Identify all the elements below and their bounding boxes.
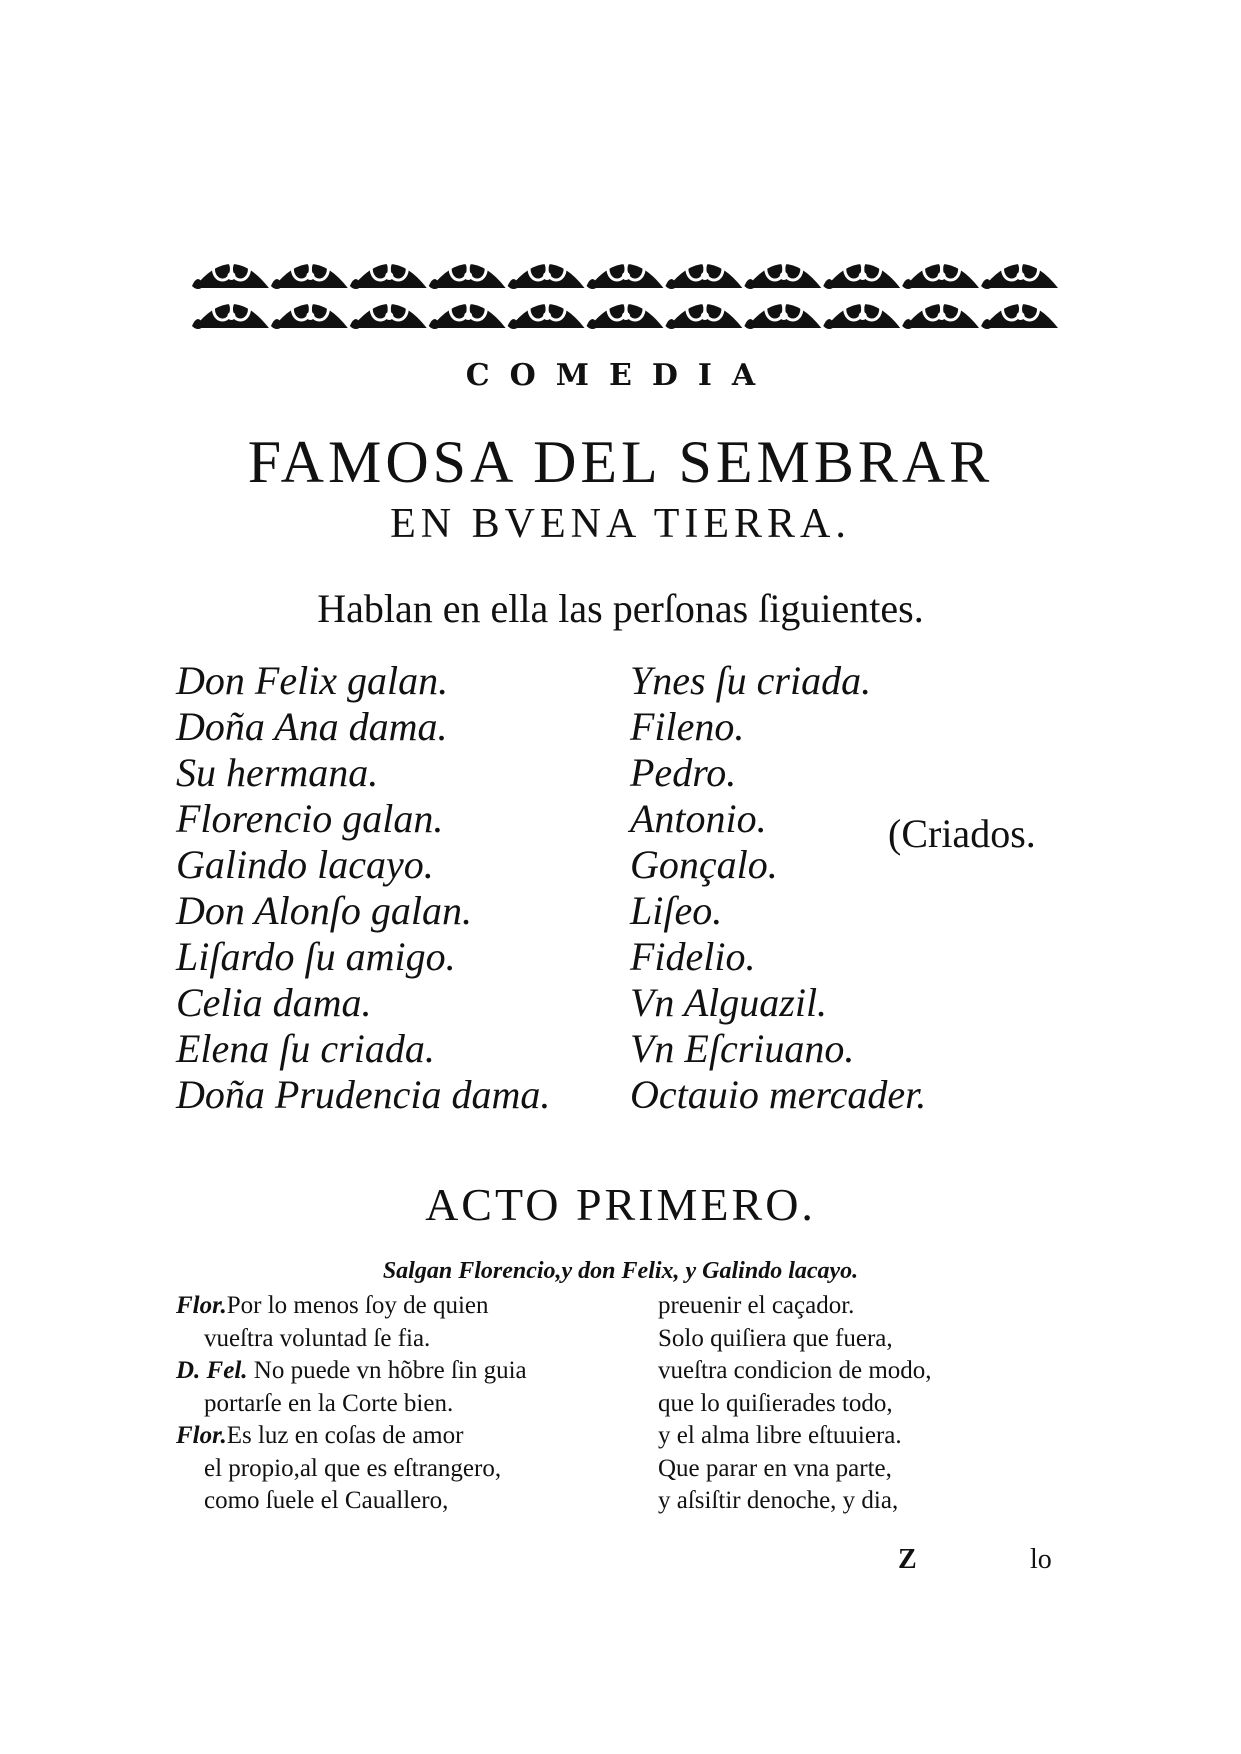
ornament-motif — [665, 298, 742, 329]
verse-text: portarſe en la Corte bien. — [204, 1389, 454, 1417]
cast-entry: Fileno. — [630, 704, 745, 749]
ornament-motif — [744, 258, 821, 289]
ornament-motif — [350, 298, 427, 329]
ornament-motif — [981, 298, 1058, 329]
ornament-motif — [823, 298, 900, 329]
ornament-motif — [429, 258, 506, 289]
verse-line — [176, 1453, 527, 1486]
cast-entry: Su hermana. — [176, 750, 379, 795]
verse-line: Solo quiſiera que fuera, — [658, 1324, 893, 1352]
cast-entry: Elena ſu criada. — [176, 1026, 435, 1071]
act-title: ACTO PRIMERO. — [425, 1179, 816, 1230]
verse-line — [176, 1355, 527, 1388]
cast-entry: Vn Alguazil. — [630, 980, 828, 1025]
verse-text: vueſtra voluntad ſe fia. — [204, 1324, 431, 1352]
verse-line — [176, 1420, 527, 1453]
title-line-1: FAMOSA DEL SEMBRAR — [247, 429, 994, 495]
cast-entry: Don Felix galan. — [176, 658, 449, 703]
ornament-motif — [981, 258, 1058, 289]
verse-line: y el alma libre eſtuuiera. — [658, 1422, 902, 1449]
cast-entry: Doña Ana dama. — [176, 704, 448, 749]
verse-column-right — [658, 1290, 932, 1518]
ornament-motif — [587, 258, 664, 289]
verse-text: como ſuele el Cauallero, — [204, 1487, 449, 1514]
cast-entry: Celia dama. — [176, 980, 372, 1025]
ornament-motif — [902, 258, 979, 289]
stage-direction: Salgan Florencio,y don Felix, y Galindo lacayo. — [382, 1258, 859, 1284]
ornament-band — [192, 250, 1060, 332]
ornament-motif — [587, 298, 664, 329]
verse-line: vueſtra condicion de modo, — [658, 1357, 932, 1384]
signature-mark: Z — [898, 1544, 917, 1575]
ornament-motif — [823, 258, 900, 289]
ornament-motif — [271, 258, 348, 289]
ornament-motif — [508, 298, 585, 329]
cast-entry: Don Alonſo galan. — [176, 888, 472, 933]
cast-entry: Doña Prudencia dama. — [176, 1072, 551, 1117]
ornament-motif — [192, 298, 269, 329]
cast-entry: Vn Eſcriuano. — [630, 1026, 855, 1071]
verse-line: preuenir el caçador. — [658, 1292, 855, 1319]
cast-list-right — [630, 658, 926, 1118]
cast-intro: Hablan en ella las perſonas ſiguientes. — [317, 586, 924, 631]
verse-column-left — [176, 1290, 527, 1518]
cast-entry: Liſardo ſu amigo. — [176, 934, 456, 979]
ornament-motif — [350, 258, 427, 289]
verse-line — [176, 1485, 527, 1518]
verse-line: Que parar en vna parte, — [658, 1454, 892, 1482]
cast-entry: Liſeo. — [630, 888, 723, 933]
verse-line: que lo quiſierades todo, — [658, 1389, 893, 1417]
ornament-motif — [902, 298, 979, 329]
ornament-motif — [429, 298, 506, 329]
cast-entry: Antonio. — [630, 796, 767, 841]
ornament-motif — [744, 298, 821, 329]
catchword: lo — [1030, 1544, 1052, 1575]
cast-entry: Octauio mercader. — [630, 1072, 927, 1117]
cast-entry: Ynes ſu criada. — [630, 658, 872, 703]
speaker-tag: Flor. — [176, 1422, 227, 1449]
cast-entry: Fidelio. — [630, 934, 756, 979]
ornament-motif — [665, 258, 742, 289]
cast-entry: Pedro. — [630, 750, 737, 795]
cast-entry: Galindo lacayo. — [176, 842, 434, 887]
speaker-tag: D. Fel. — [176, 1357, 248, 1384]
ornament-motif — [271, 298, 348, 329]
comedia-heading: COMEDIA — [465, 358, 776, 393]
verse-text: el propio,al que es eſtrangero, — [204, 1454, 502, 1482]
verse-line: y aſsiſtir denoche, y dia, — [658, 1487, 899, 1514]
verse-text: Es luz en coſas de amor — [226, 1422, 464, 1449]
criados-bracket-label: (Criados. — [888, 811, 1036, 856]
verse-text: Por lo menos ſoy de quien — [226, 1292, 489, 1319]
verse-line — [176, 1323, 527, 1356]
verse-text: No puede vn hõbre ſin guia — [247, 1357, 527, 1384]
verse-line — [176, 1290, 527, 1323]
title-line-2: EN BVENA TIERRA. — [390, 501, 851, 547]
cast-entry: Florencio galan. — [176, 796, 444, 841]
cast-entry: Gonçalo. — [630, 842, 778, 887]
verse-line — [176, 1388, 527, 1421]
ornament-motif — [192, 258, 269, 289]
cast-list-left — [176, 658, 550, 1118]
ornament-motif — [508, 258, 585, 289]
speaker-tag: Flor. — [176, 1292, 227, 1319]
